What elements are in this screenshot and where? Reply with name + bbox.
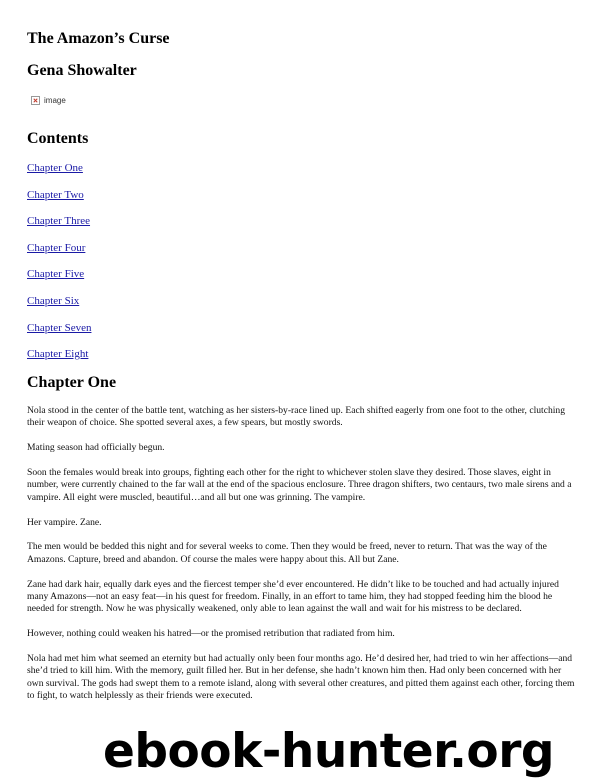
table-of-contents <box>27 160 91 373</box>
broken-image <box>31 96 66 105</box>
chapter-heading: Chapter One <box>27 374 117 391</box>
toc-item <box>27 293 91 320</box>
toc-item <box>27 346 91 373</box>
toc-link-chapter-four[interactable]: Chapter Four <box>27 241 86 254</box>
toc-item <box>27 266 91 293</box>
watermark: ebook-hunter.org <box>103 724 555 779</box>
paragraph: Mating season had officially begun. <box>27 442 165 454</box>
toc-item <box>27 213 91 240</box>
paragraph: Her vampire. Zane. <box>27 516 102 528</box>
paragraph: However, nothing could weaken his hatred—or the promised retribution that radiated from him. <box>27 628 395 640</box>
book-title: The Amazon’s Curse <box>27 30 170 47</box>
paragraph: Nola had met him what seemed an eternity but had actually only been four months ago. He’d desired her, had tried to win her affections—and she’d tried to kill him. With the memory, guilt filled her. But in her defense, she hadn’t known him then. Had only been concerned with her own survival. The gods had swept them to a remote island, along with several other creatures, and pitted them against each other, forcing them to fight, to watch helplessly as their friends were executed. <box>27 653 575 702</box>
toc-link-chapter-three[interactable]: Chapter Three <box>27 215 91 228</box>
toc-link-chapter-one[interactable]: Chapter One <box>27 162 83 174</box>
chapter-body <box>27 405 575 715</box>
toc-link-chapter-six[interactable]: Chapter Six <box>27 294 80 307</box>
image-alt-text: image <box>44 96 66 105</box>
toc-item <box>27 187 91 214</box>
toc-item <box>27 160 91 187</box>
paragraph: Nola stood in the center of the battle tent, watching as her sisters-by-race lined up. Each shifted eagerly from one foot to the other, clutching their weapon of choice. She spotted several axes, a few spears, but mostly swords. <box>27 405 566 429</box>
toc-link-chapter-seven[interactable]: Chapter Seven <box>27 321 92 334</box>
paragraph: Soon the females would break into groups, fighting each other for the right to whichever stolen slave they desired. Those slaves, eight in number, were currently chained to the far wall at the end of the spacious enclosure. Three dragon shifters, two centaurs, two male sirens and a vampire. All eight were muscled, beautiful…and all but one was grinning. The vampire. <box>27 467 572 503</box>
toc-item <box>27 320 91 347</box>
paragraph: Zane had dark hair, equally dark eyes and the fiercest temper she’d ever encountered. He didn’t like to be touched and had actually injured many Amazons—not an easy feat—in his quest for freedom. Finally, in an effort to tame him, they had stopped feeding him the blood he needed for strength. Now he was physically weakened, only able to lean against the wall and wait for his mistress to be declared. <box>27 578 559 615</box>
toc-link-chapter-five[interactable]: Chapter Five <box>27 268 85 281</box>
toc-link-chapter-two[interactable]: Chapter Two <box>27 188 84 201</box>
toc-link-chapter-eight[interactable]: Chapter Eight <box>27 348 89 361</box>
paragraph: The men would be bedded this night and for several weeks to come. Then they would be freed, never to return. That was the way of the Amazons. Capture, breed and abandon. Of course the males were happy about this. All but Zane. <box>27 541 547 565</box>
contents-heading: Contents <box>27 130 89 147</box>
book-author: Gena Showalter <box>27 62 137 79</box>
toc-item <box>27 240 91 267</box>
broken-image-icon <box>31 96 40 105</box>
